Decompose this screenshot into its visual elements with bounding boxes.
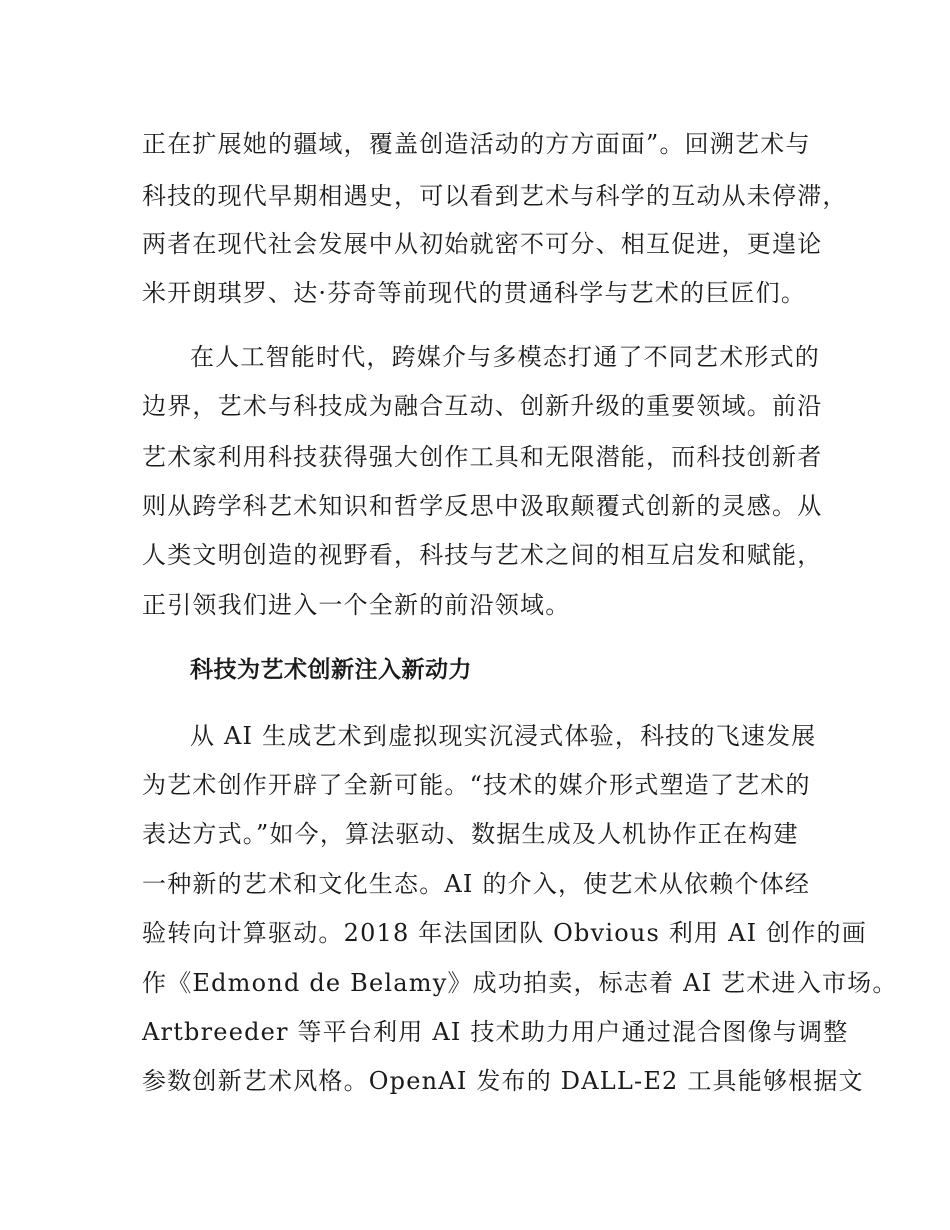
paragraph-3-line-2: 为艺术创作开辟了全新可能。“技术的媒介形式塑造了艺术的 bbox=[142, 771, 811, 799]
paragraph-3-line-4: 一种新的艺术和文化生态。AI 的介入，使艺术从依赖个体经 bbox=[142, 870, 811, 898]
paragraph-3-line-3: 表达方式。”如今，算法驱动、数据生成及人机协作正在构建 bbox=[142, 820, 799, 848]
paragraph-1-line-2: 科技的现代早期相遇史，可以看到艺术与科学的互动从未停滞， bbox=[142, 182, 848, 210]
paragraph-3-line-7: Artbreeder 等平台利用 AI 技术助力用户通过混合图像与调整 bbox=[142, 1018, 849, 1046]
paragraph-3-line-5: 验转向计算驱动。2018 年法国团队 Obvious 利用 AI 创作的画 bbox=[142, 919, 867, 947]
paragraph-1-line-4: 米开朗琪罗、达·芬奇等前现代的贯通科学与艺术的巨匠们。 bbox=[142, 279, 807, 307]
paragraph-2-line-1: 在人工智能时代，跨媒介与多模态打通了不同艺术形式的 bbox=[190, 343, 820, 371]
paragraph-2-line-6: 正引领我们进入一个全新的前沿领域。 bbox=[142, 591, 571, 619]
paragraph-3-line-1: 从 AI 生成艺术到虚拟现实沉浸式体验，科技的飞速发展 bbox=[190, 722, 817, 750]
paragraph-3-line-6: 作《Edmond de Belamy》成功拍卖，标志着 AI 艺术进入市场。 bbox=[142, 969, 898, 997]
paragraph-1-line-3: 两者在现代社会发展中从初始就密不可分、相互促进，更遑论 bbox=[142, 230, 823, 258]
paragraph-3-line-8: 参数创新艺术风格。OpenAI 发布的 DALL-E2 工具能够根据文 bbox=[142, 1067, 864, 1095]
paragraph-2-line-2: 边界，艺术与科技成为融合互动、创新升级的重要领域。前沿 bbox=[142, 392, 823, 420]
section-heading: 科技为艺术创新注入新动力 bbox=[190, 657, 472, 683]
paragraph-2-line-4: 则从跨学科艺术知识和哲学反思中汲取颠覆式创新的灵感。从 bbox=[142, 492, 823, 520]
paragraph-1-line-1: 正在扩展她的疆域，覆盖创造活动的方方面面”。回溯艺术与 bbox=[142, 130, 811, 158]
paragraph-2-line-5: 人类文明创造的视野看，科技与艺术之间的相互启发和赋能， bbox=[142, 541, 823, 569]
paragraph-2-line-3: 艺术家利用科技获得强大创作工具和无限潜能，而科技创新者 bbox=[142, 443, 823, 471]
